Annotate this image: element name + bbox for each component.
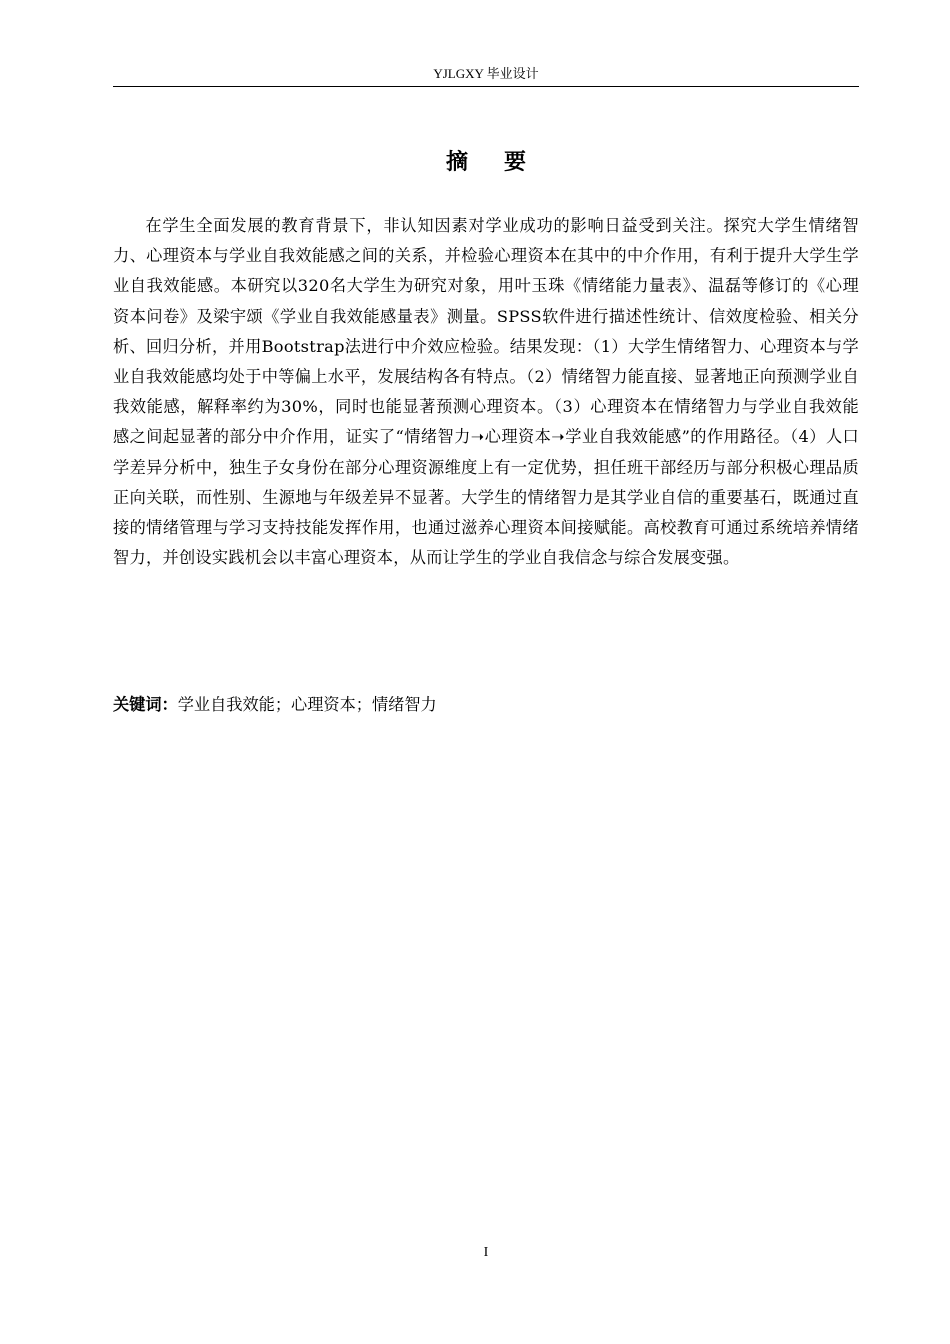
abstract-body: 在学生全面发展的教育背景下，非认知因素对学业成功的影响日益受到关注。探究大学生情绪智力、心理资本与学业自我效能感之间的关系，并检验心理资本在其中的中介作用，有利于提升大学生学业自我效能感。本研究以320名大学生为研究对象，用叶玉珠《情绪能力量表》、温磊等修订的《心理资本问卷》及梁宇颂《学业自我效能感量表》测量。SPSS软件进行描述性统计、信效度检验、相关分析、回归分析，并用Bootstrap法进行中介效应检验。结果发现：（1）大学生情绪智力、心理资本与学业自我效能感均处于中等偏上水平，发展结构各有特点。（2）情绪智力能直接、显著地正向预测学业自我效能感，解释率约为30%，同时也能显著预测心理资本。（3）心理资本在情绪智力与学业自我效能感之间起显著的部分中介作用，证实了“情绪智力➝心理资本➝学业自我效能感”的作用路径。（4）人口学差异分析中，独生子女身份在部分心理资源维度上有一定优势，担任班干部经历与部分积极心理品质正向关联，而性别、生源地与年级差异不显著。大学生的情绪智力是其学业自信的重要基石，既通过直接的情绪管理与学习支持技能发挥作用，也通过滋养心理资本间接赋能。高校教育可通过系统培养情绪智力，并创设实践机会以丰富心理资本，从而让学生的学业自我信念与综合发展变强。 <box>113 216 859 568</box>
abstract-title: 摘要 <box>445 150 562 175</box>
keywords-line <box>113 691 859 719</box>
keywords-value: 学业自我效能；心理资本；情绪智力 <box>177 695 437 714</box>
keywords-label: 关键词： <box>113 695 178 714</box>
running-header: YJLGXY 毕业设计 <box>433 66 539 81</box>
header-rule <box>113 86 859 87</box>
page-number: I <box>483 1245 489 1260</box>
